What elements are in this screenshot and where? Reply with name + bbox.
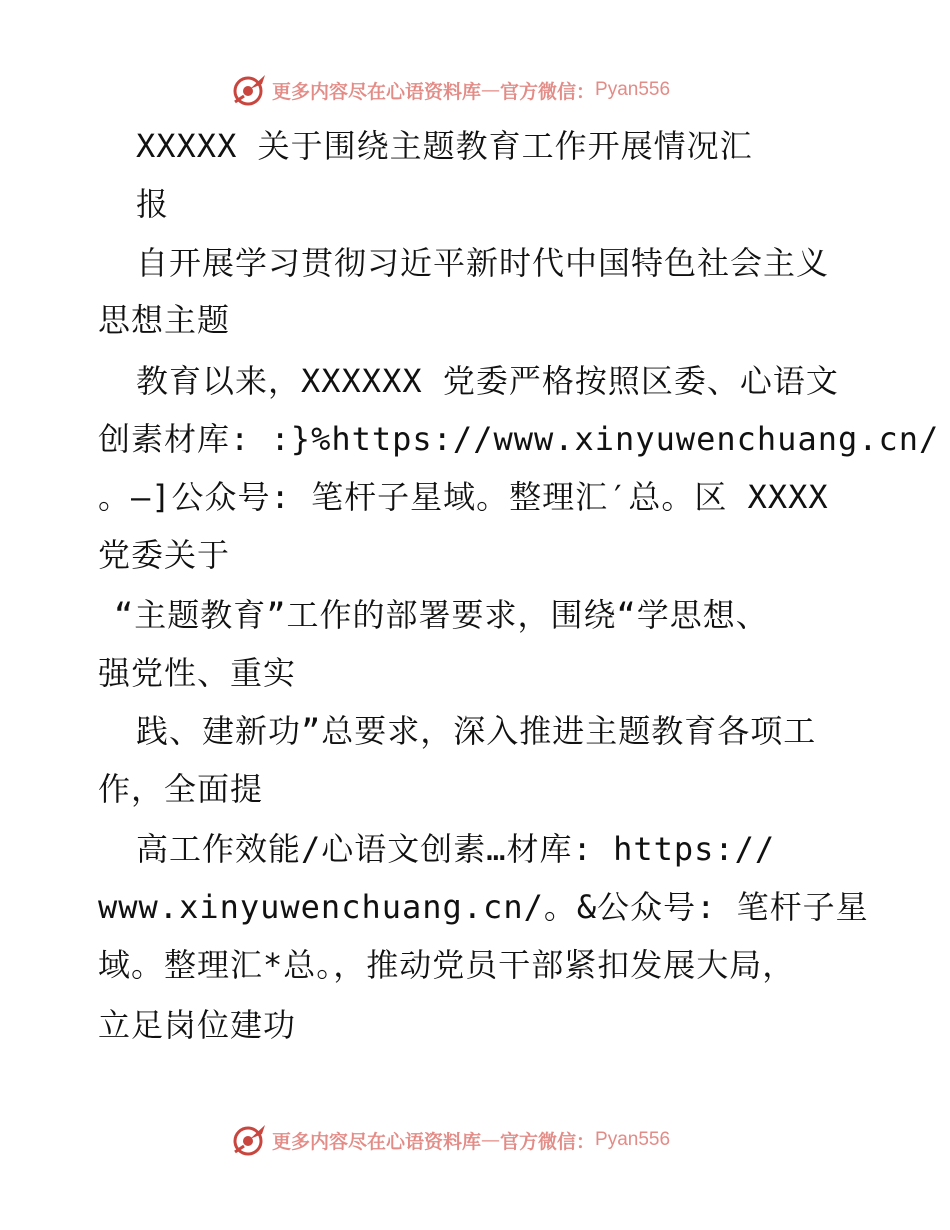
doc-line: 思想主题 (98, 301, 231, 339)
doc-line: “主题教育”工作的部署要求，围绕“学思想、 (114, 596, 769, 634)
banner-title: 更多内容尽在心语资料库 (272, 1130, 482, 1153)
footer-banner (232, 1120, 712, 1160)
banner-dash: — (481, 79, 501, 101)
doc-line: 立足岗位建功 (98, 1006, 297, 1044)
doc-line: 教育以来，XXXXXX 党委严格按照区委、心语文 (136, 362, 839, 400)
quill-logo-icon (232, 72, 268, 108)
doc-title-line-1: XXXXX 关于围绕主题教育工作开展情况汇 (136, 127, 753, 165)
banner-title: 更多内容尽在心语资料库 (272, 80, 482, 103)
doc-line: 践、建新功”总要求，深入推进主题教育各项工 (136, 712, 817, 750)
banner-dash: — (481, 1129, 501, 1151)
banner-wechat-id: Pyan556 (595, 1129, 671, 1150)
quill-logo-icon (232, 1122, 268, 1158)
banner-wechat-label: 官方微信： (500, 1130, 596, 1153)
header-banner (232, 70, 712, 110)
doc-line: 作，全面提 (98, 770, 264, 808)
banner-wechat-id: Pyan556 (595, 79, 671, 100)
doc-line: 域。整理汇*总。，推动党员干部紧扣发展大局， (98, 946, 796, 984)
doc-line: 强党性、重实 (98, 654, 297, 692)
doc-title-line-2: 报 (136, 185, 170, 223)
doc-line: 党委关于 (98, 536, 231, 574)
doc-line: 高工作效能/心语文创素…材库: https:// (136, 830, 776, 868)
doc-line: 。—]公众号: 笔杆子星域。整理汇′总。区 XXXX (98, 478, 829, 516)
doc-line: www.xinyuwenchuang.cn/。&公众号: 笔杆子星 (98, 888, 869, 926)
doc-line: 创素材库: :}%https://www.xinyuwenchuang.cn/ (98, 420, 940, 458)
banner-wechat-label: 官方微信： (500, 80, 596, 103)
doc-line: 自开展学习贯彻习近平新时代中国特色社会主义 (136, 244, 830, 282)
